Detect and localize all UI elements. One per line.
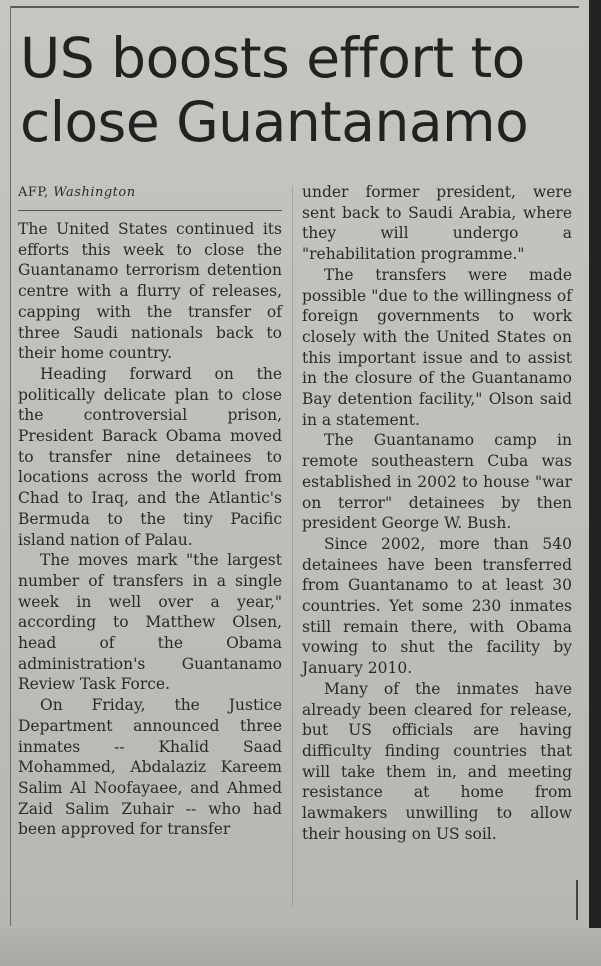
bottom-margin	[0, 928, 601, 966]
byline	[18, 184, 282, 211]
page-edge	[589, 0, 601, 966]
column-gutter	[292, 186, 293, 906]
paragraph: The transfers were made possible "due to the willingness of foreign governments to work closely with the United States on this important issue and to assist in the closure of the Guantanamo Bay detention facility," Olson said in a statement.	[302, 265, 572, 429]
headline: US boosts effort to close Guantanamo	[20, 26, 529, 154]
byline-source: AFP,	[18, 185, 49, 200]
column-end-mark	[576, 880, 578, 920]
top-rule	[10, 6, 579, 8]
paragraph: The Guantanamo camp in remote southeastern Cuba was established in 2002 to house "war on terror" detainees by then president George W. Bush.	[302, 431, 572, 533]
paragraph: under former president, were sent back to Saudi Arabia, where they will undergo a "rehabilitation programme."	[302, 183, 572, 264]
paragraph: Many of the inmates have already been cleared for release, but US officials are having difficulty finding countries that will take them in, and meeting resistance at home from lawmakers unwilling to allow their housing on US soil.	[302, 679, 572, 843]
article-column-right	[302, 182, 572, 845]
paragraph: Since 2002, more than 540 detainees have been transferred from Guantanamo to at least 30 countries. Yet some 230 inmates still remain there, with Obama vowing to shut the facility by January 2010.	[302, 534, 572, 678]
paragraph: The moves mark "the largest number of transfers in a single week in well over a year," according to Matthew Olsen, head of the Obama administration's Guantanamo Review Task Force.	[18, 551, 282, 694]
byline-place: Washington	[53, 185, 136, 200]
paragraph: Heading forward on the politically delicate plan to close the controversial prison, President Barack Obama moved to transfer nine detainees to locations across the world from Chad to Iraq, and the Atlantic's Bermuda to the tiny Pacific island nation of Palau.	[18, 364, 282, 549]
left-rule	[10, 6, 11, 926]
paragraph: On Friday, the Justice Department announced three inmates -- Khalid Saad Mohammed, Abdalaziz Kareem Salim Al Noofayaee, and Ahmed Zaid Salim Zuhair -- who had been approved for transfer	[18, 696, 282, 839]
article-column-left	[18, 184, 282, 840]
paragraph: The United States continued its efforts this week to close the Guantanamo terrorism detention centre with a flurry of releases, capping with the transfer of three Saudi nationals back to their home country.	[18, 220, 282, 363]
